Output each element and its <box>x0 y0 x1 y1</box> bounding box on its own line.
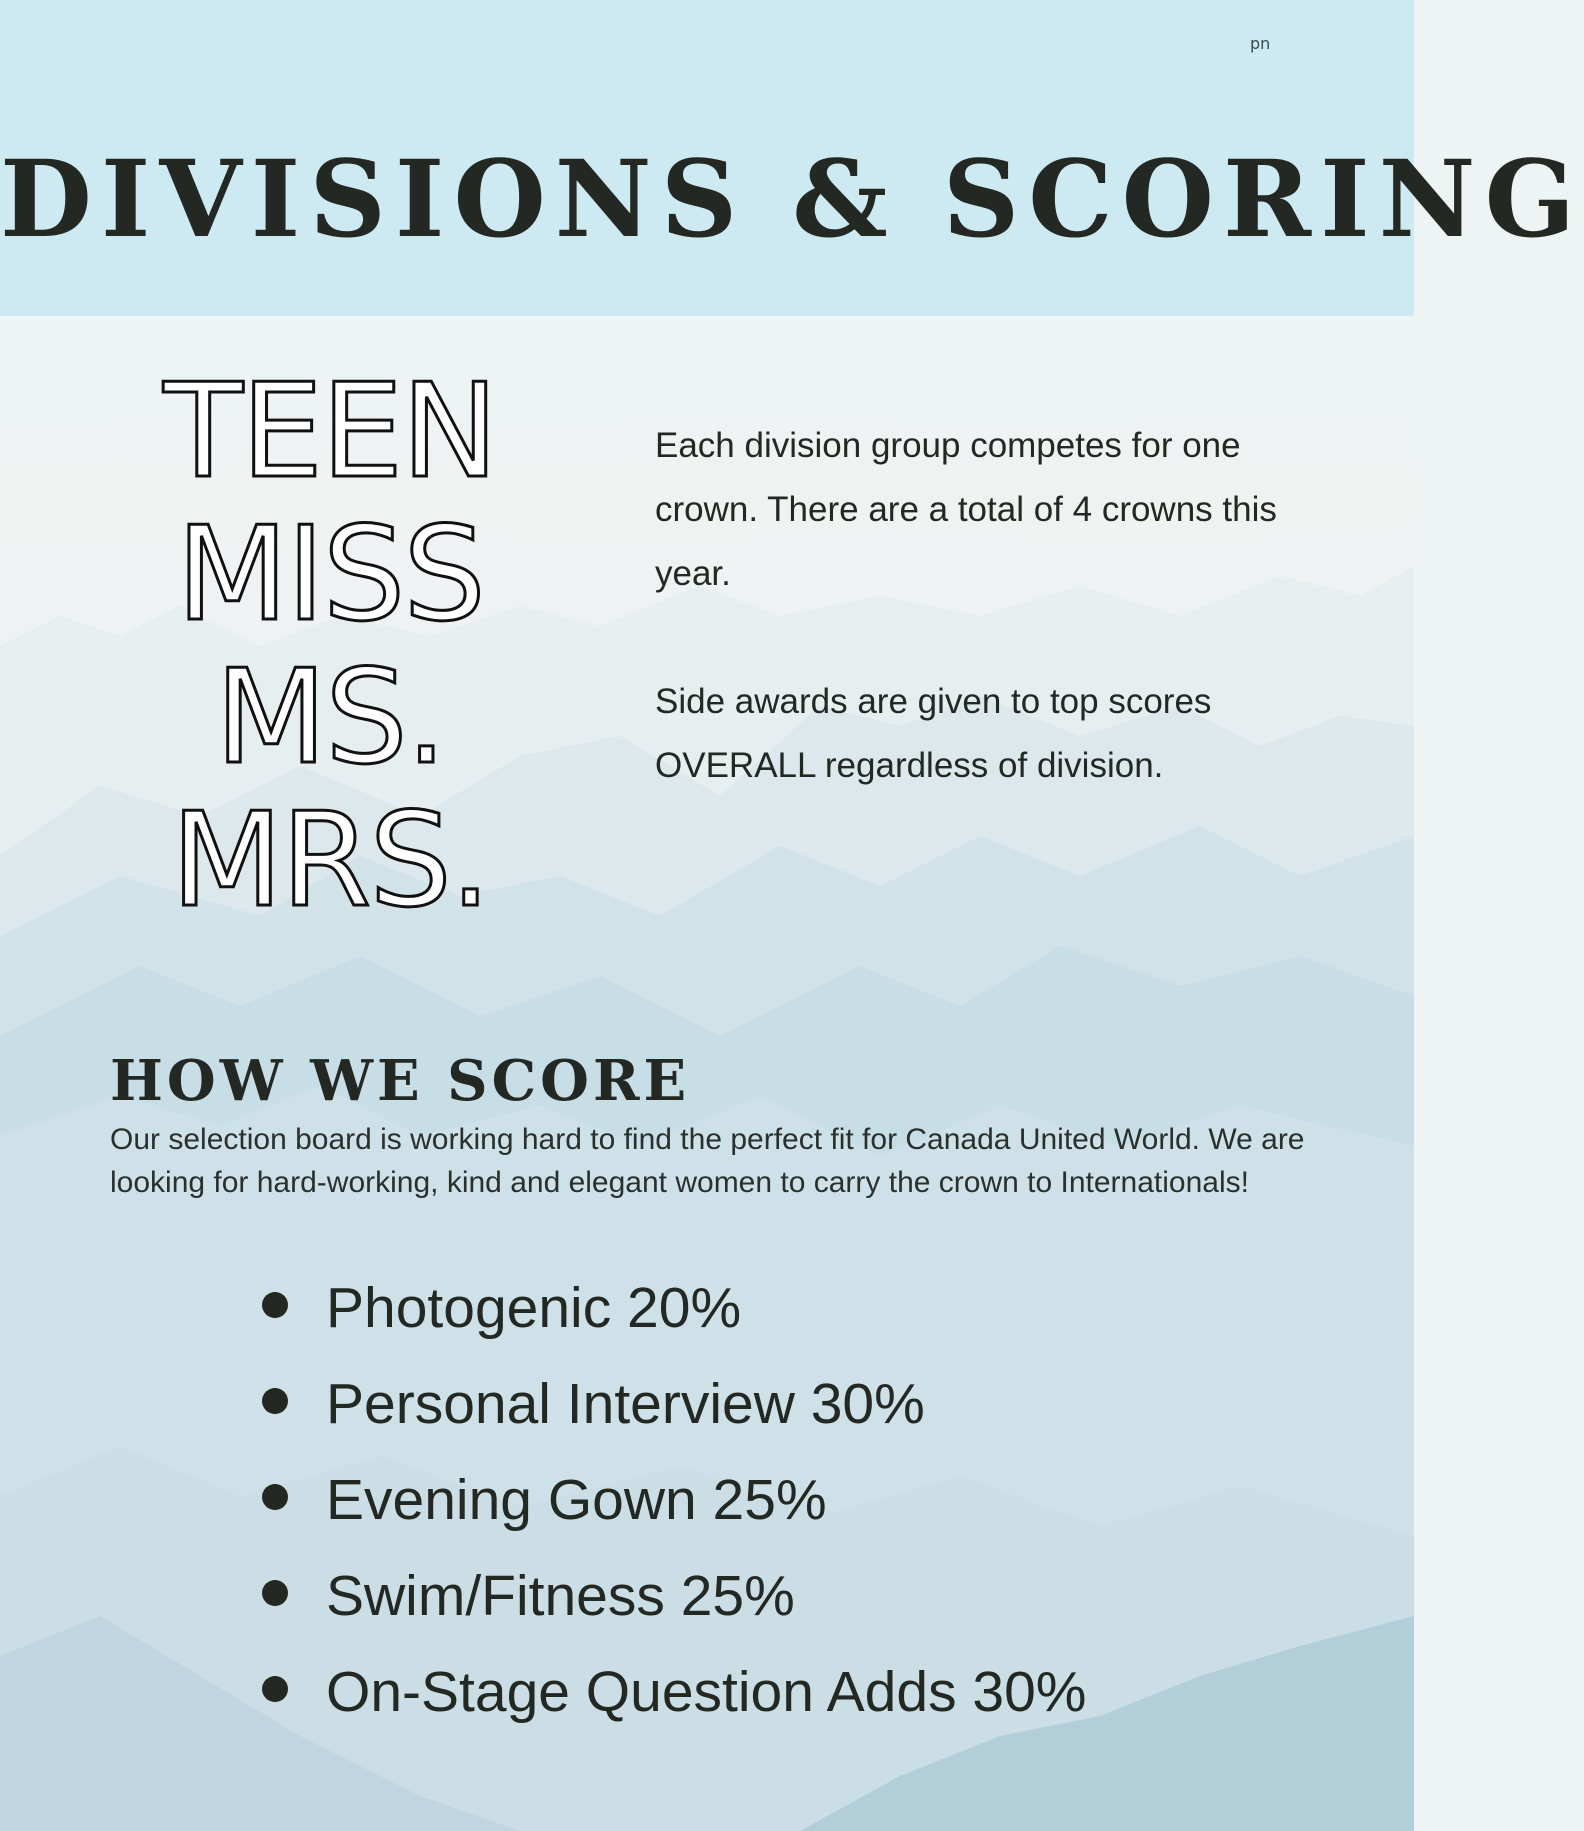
bullet-icon <box>262 1292 288 1318</box>
division-item: MRS. <box>170 784 490 936</box>
division-list <box>110 355 550 936</box>
description-paragraph: Each division group competes for one crown. There are a total of 4 crowns this year. <box>655 426 1277 593</box>
division-description <box>655 414 1295 798</box>
bullet-icon <box>262 1388 288 1414</box>
criteria-item <box>262 1366 1086 1462</box>
criteria-label: Photogenic 20% <box>326 1276 742 1340</box>
criteria-item <box>262 1462 1086 1558</box>
criteria-label: On-Stage Question Adds 30% <box>326 1660 1087 1724</box>
page-mark: pn <box>1250 34 1271 53</box>
bullet-icon <box>262 1484 288 1510</box>
section-heading: HOW WE SCORE <box>110 1048 691 1115</box>
criteria-label: Swim/Fitness 25% <box>326 1564 795 1628</box>
bullet-icon <box>262 1580 288 1606</box>
description-paragraph: Side awards are given to top scores OVERALL regardless of division. <box>655 682 1212 785</box>
criteria-label: Evening Gown 25% <box>326 1468 827 1532</box>
criteria-item <box>262 1270 1086 1366</box>
criteria-item <box>262 1654 1086 1750</box>
criteria-label: Personal Interview 30% <box>326 1372 925 1436</box>
section-intro: Our selection board is working hard to find the perfect fit for Canada United World. We are looking for hard-working, kind and elegant women to carry the crown to Internationals! <box>110 1123 1305 1199</box>
page-title: DIVISIONS & SCORING <box>0 136 1584 262</box>
division-item: MISS <box>176 498 484 650</box>
bullet-icon <box>262 1676 288 1702</box>
division-item: TEEN <box>163 355 497 507</box>
scoring-criteria-list <box>262 1270 1086 1750</box>
criteria-item <box>262 1558 1086 1654</box>
division-item: MS. <box>214 641 445 793</box>
